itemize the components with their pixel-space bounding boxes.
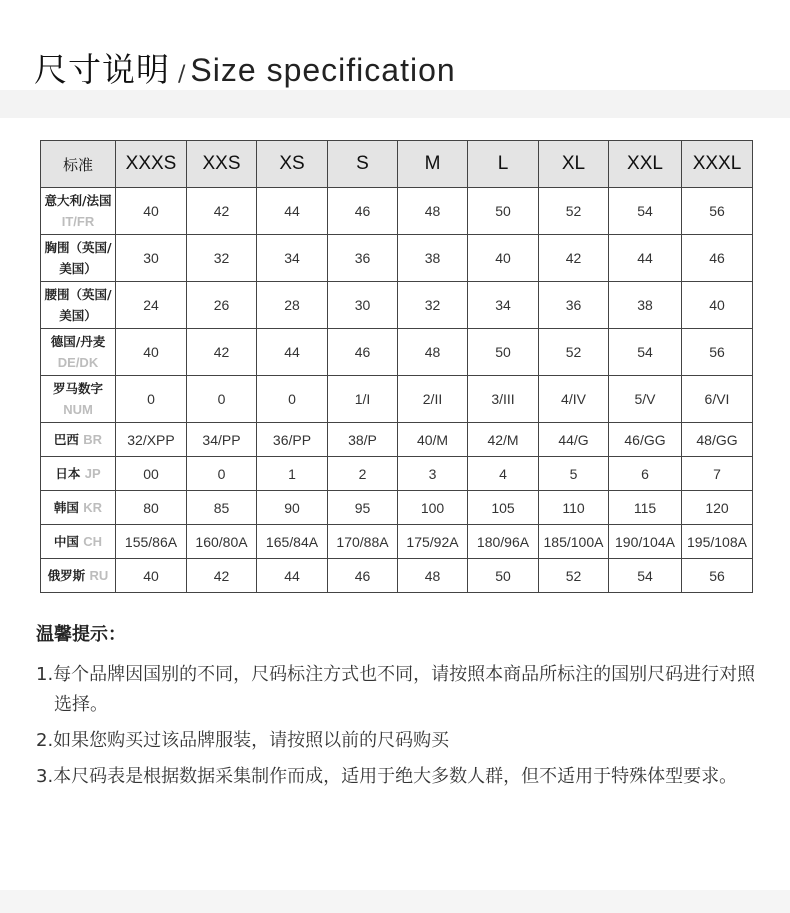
size-value-cell: 28: [257, 282, 328, 329]
table-row: [41, 235, 753, 282]
size-value-cell: 52: [539, 559, 609, 593]
tips-section: [36, 620, 756, 798]
row-label: 腰围（英国/美国）: [44, 287, 112, 323]
row-label-cell: [41, 423, 116, 457]
header-size: XXXS: [116, 141, 187, 188]
size-value-cell: 42: [187, 559, 257, 593]
size-value-cell: 34: [468, 282, 539, 329]
row-country-code: CH: [83, 534, 103, 549]
size-value-cell: 54: [609, 329, 682, 376]
title-chinese: 尺寸说明: [34, 50, 170, 89]
row-label: 意大利/法国: [44, 193, 112, 208]
row-label: 俄罗斯: [47, 568, 86, 583]
size-value-cell: 56: [682, 188, 753, 235]
size-value-cell: 32: [187, 235, 257, 282]
row-country-code: JP: [84, 466, 101, 481]
size-value-cell: 42/M: [468, 423, 539, 457]
size-value-cell: 40: [682, 282, 753, 329]
table-row: [41, 525, 753, 559]
size-value-cell: 32: [398, 282, 468, 329]
size-value-cell: 38/P: [328, 423, 398, 457]
size-value-cell: 54: [609, 188, 682, 235]
size-value-cell: 6: [609, 457, 682, 491]
size-value-cell: 175/92A: [398, 525, 468, 559]
size-value-cell: 5/V: [609, 376, 682, 423]
size-value-cell: 46: [328, 559, 398, 593]
size-value-cell: 46: [328, 329, 398, 376]
size-value-cell: 2: [328, 457, 398, 491]
row-label-cell: [41, 376, 116, 423]
table-header-row: [41, 141, 753, 188]
header-size: L: [468, 141, 539, 188]
size-value-cell: 40: [116, 329, 187, 376]
size-value-cell: 24: [116, 282, 187, 329]
size-value-cell: 120: [682, 491, 753, 525]
row-country-code: NUM: [63, 402, 93, 417]
size-value-cell: 190/104A: [609, 525, 682, 559]
size-value-cell: 1: [257, 457, 328, 491]
size-value-cell: 30: [328, 282, 398, 329]
row-label-cell: [41, 329, 116, 376]
row-country-code: DE/DK: [57, 355, 99, 370]
row-label: 中国: [53, 534, 79, 549]
size-value-cell: 42: [187, 329, 257, 376]
size-value-cell: 48: [398, 559, 468, 593]
tip-item: 1.每个品牌因国别的不同，尺码标注方式也不同，请按照本商品所标注的国别尺码进行对照选择。: [36, 664, 756, 715]
size-value-cell: 5: [539, 457, 609, 491]
size-value-cell: 30: [116, 235, 187, 282]
size-value-cell: 36/PP: [257, 423, 328, 457]
size-value-cell: 50: [468, 188, 539, 235]
header: [0, 0, 790, 90]
size-value-cell: 185/100A: [539, 525, 609, 559]
size-value-cell: 38: [609, 282, 682, 329]
table-row: [41, 376, 753, 423]
size-value-cell: 6/VI: [682, 376, 753, 423]
size-value-cell: 40: [116, 188, 187, 235]
size-value-cell: 56: [682, 329, 753, 376]
size-value-cell: 00: [116, 457, 187, 491]
header-size: XL: [539, 141, 609, 188]
size-value-cell: 52: [539, 188, 609, 235]
size-value-cell: 38: [398, 235, 468, 282]
size-value-cell: 48/GG: [682, 423, 753, 457]
size-value-cell: 0: [187, 457, 257, 491]
table-row: [41, 457, 753, 491]
table-row: [41, 559, 753, 593]
size-value-cell: 44: [257, 559, 328, 593]
table-row: [41, 329, 753, 376]
size-value-cell: 105: [468, 491, 539, 525]
row-label: 罗马数字: [52, 381, 103, 396]
title-separator: /: [178, 62, 186, 87]
row-label: 韩国: [53, 500, 79, 515]
size-value-cell: 52: [539, 329, 609, 376]
row-label: 德国/丹麦: [50, 334, 106, 349]
row-label-cell: [41, 491, 116, 525]
size-value-cell: 3: [398, 457, 468, 491]
size-value-cell: 0: [187, 376, 257, 423]
size-value-cell: 54: [609, 559, 682, 593]
divider-band-bottom: [0, 890, 790, 913]
size-value-cell: 1/I: [328, 376, 398, 423]
size-value-cell: 4: [468, 457, 539, 491]
header-size: M: [398, 141, 468, 188]
table-row: [41, 282, 753, 329]
size-value-cell: 50: [468, 329, 539, 376]
size-value-cell: 115: [609, 491, 682, 525]
table-body: [41, 188, 753, 593]
row-label-cell: [41, 559, 116, 593]
size-value-cell: 48: [398, 329, 468, 376]
size-value-cell: 42: [539, 235, 609, 282]
row-label-cell: [41, 282, 116, 329]
size-value-cell: 26: [187, 282, 257, 329]
table-row: [41, 423, 753, 457]
tip-item: 3.本尺码表是根据数据采集制作而成，适用于绝大多数人群，但不适用于特殊体型要求。: [36, 766, 738, 787]
row-country-code: KR: [83, 500, 103, 515]
size-value-cell: 44: [609, 235, 682, 282]
row-country-code: BR: [83, 432, 103, 447]
size-value-cell: 44: [257, 188, 328, 235]
size-value-cell: 42: [187, 188, 257, 235]
header-size: S: [328, 141, 398, 188]
table-row: [41, 188, 753, 235]
header-standard: 标准: [41, 141, 116, 188]
size-value-cell: 48: [398, 188, 468, 235]
row-label-cell: [41, 235, 116, 282]
size-value-cell: 46: [328, 188, 398, 235]
size-value-cell: 56: [682, 559, 753, 593]
size-value-cell: 100: [398, 491, 468, 525]
row-country-code: RU: [89, 568, 109, 583]
tip-item: 2.如果您购买过该品牌服装，请按照以前的尺码购买: [36, 730, 450, 751]
size-value-cell: 95: [328, 491, 398, 525]
size-value-cell: 90: [257, 491, 328, 525]
row-label-cell: [41, 457, 116, 491]
size-value-cell: 4/IV: [539, 376, 609, 423]
size-value-cell: 195/108A: [682, 525, 753, 559]
tips-title: 温馨提示：: [36, 624, 126, 645]
header-size: XS: [257, 141, 328, 188]
size-value-cell: 40/M: [398, 423, 468, 457]
size-value-cell: 170/88A: [328, 525, 398, 559]
size-value-cell: 46/GG: [609, 423, 682, 457]
size-value-cell: 40: [116, 559, 187, 593]
row-country-code: IT/FR: [61, 214, 95, 229]
size-value-cell: 40: [468, 235, 539, 282]
size-value-cell: 110: [539, 491, 609, 525]
header-size: XXS: [187, 141, 257, 188]
size-value-cell: 160/80A: [187, 525, 257, 559]
size-value-cell: 0: [257, 376, 328, 423]
size-value-cell: 80: [116, 491, 187, 525]
size-value-cell: 34/PP: [187, 423, 257, 457]
header-size: XXXL: [682, 141, 753, 188]
size-value-cell: 155/86A: [116, 525, 187, 559]
title-english: Size specification: [190, 52, 456, 88]
size-value-cell: 7: [682, 457, 753, 491]
row-label: 日本: [55, 466, 81, 481]
size-value-cell: 85: [187, 491, 257, 525]
size-value-cell: 44/G: [539, 423, 609, 457]
page-title: [34, 44, 456, 91]
size-value-cell: 0: [116, 376, 187, 423]
table-row: [41, 491, 753, 525]
size-value-cell: 50: [468, 559, 539, 593]
size-value-cell: 180/96A: [468, 525, 539, 559]
divider-band-top: [0, 90, 790, 118]
header-size: XXL: [609, 141, 682, 188]
size-value-cell: 3/III: [468, 376, 539, 423]
size-value-cell: 44: [257, 329, 328, 376]
row-label: 巴西: [53, 432, 79, 447]
size-value-cell: 46: [682, 235, 753, 282]
row-label-cell: [41, 525, 116, 559]
size-value-cell: 2/II: [398, 376, 468, 423]
size-chart-table: [40, 140, 753, 593]
row-label: 胸围（英国/美国）: [44, 240, 112, 276]
size-value-cell: 36: [328, 235, 398, 282]
row-label-cell: [41, 188, 116, 235]
size-value-cell: 34: [257, 235, 328, 282]
size-value-cell: 32/XPP: [116, 423, 187, 457]
size-value-cell: 165/84A: [257, 525, 328, 559]
size-value-cell: 36: [539, 282, 609, 329]
